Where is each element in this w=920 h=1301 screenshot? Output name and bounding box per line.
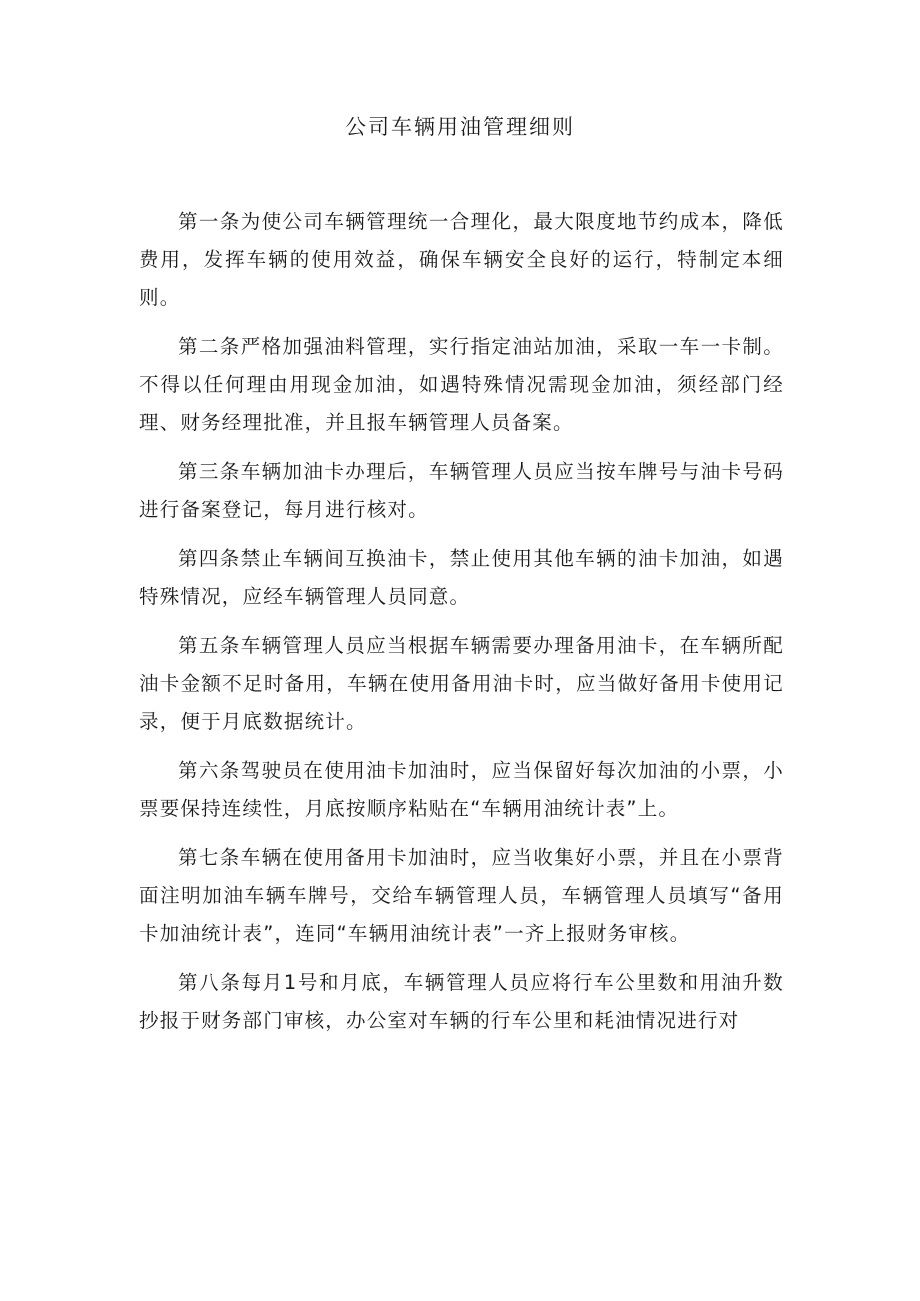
article-6-paragraph: 第六条驾驶员在使用油卡加油时，应当保留好每次加油的小票，小票要保持连续性，月底按顺序粘贴在“车辆用油统计表”上。 (139, 759, 784, 820)
article-8-paragraph: 第八条每月1号和月底，车辆管理人员应将行车公里数和用油升数抄报于财务部门审核，办公室对车辆的行车公里和耗油情况进行对 (139, 971, 784, 1032)
document-body (139, 203, 784, 1051)
article-4-paragraph: 第四条禁止车辆间互换油卡，禁止使用其他车辆的油卡加油，如遇特殊情况，应经车辆管理人员同意。 (139, 547, 784, 608)
article-3-paragraph: 第三条车辆加油卡办理后，车辆管理人员应当按车牌号与油卡号码进行备案登记，每月进行核对。 (139, 460, 784, 521)
article-1-paragraph: 第一条为使公司车辆管理统一合理化，最大限度地节约成本，降低费用，发挥车辆的使用效益，确保车辆安全良好的运行，特制定本细则。 (139, 210, 784, 309)
article-2-paragraph: 第二条严格加强油料管理，实行指定油站加油，采取一车一卡制。不得以任何理由用现金加油，如遇特殊情况需现金加油，须经部门经理、财务经理批准，并且报车辆管理人员备案。 (139, 335, 784, 434)
article-7-paragraph: 第七条车辆在使用备用卡加油时，应当收集好小票，并且在小票背面注明加油车辆车牌号，交给车辆管理人员，车辆管理人员填写“备用卡加油统计表”，连同“车辆用油统计表”一齐上报财务审核。 (139, 846, 784, 945)
document-title: 公司车辆用油管理细则 (345, 115, 575, 139)
article-5-paragraph: 第五条车辆管理人员应当根据车辆需要办理备用油卡，在车辆所配油卡金额不足时备用，车辆在使用备用油卡时，应当做好备用卡使用记录，便于月底数据统计。 (139, 634, 784, 733)
